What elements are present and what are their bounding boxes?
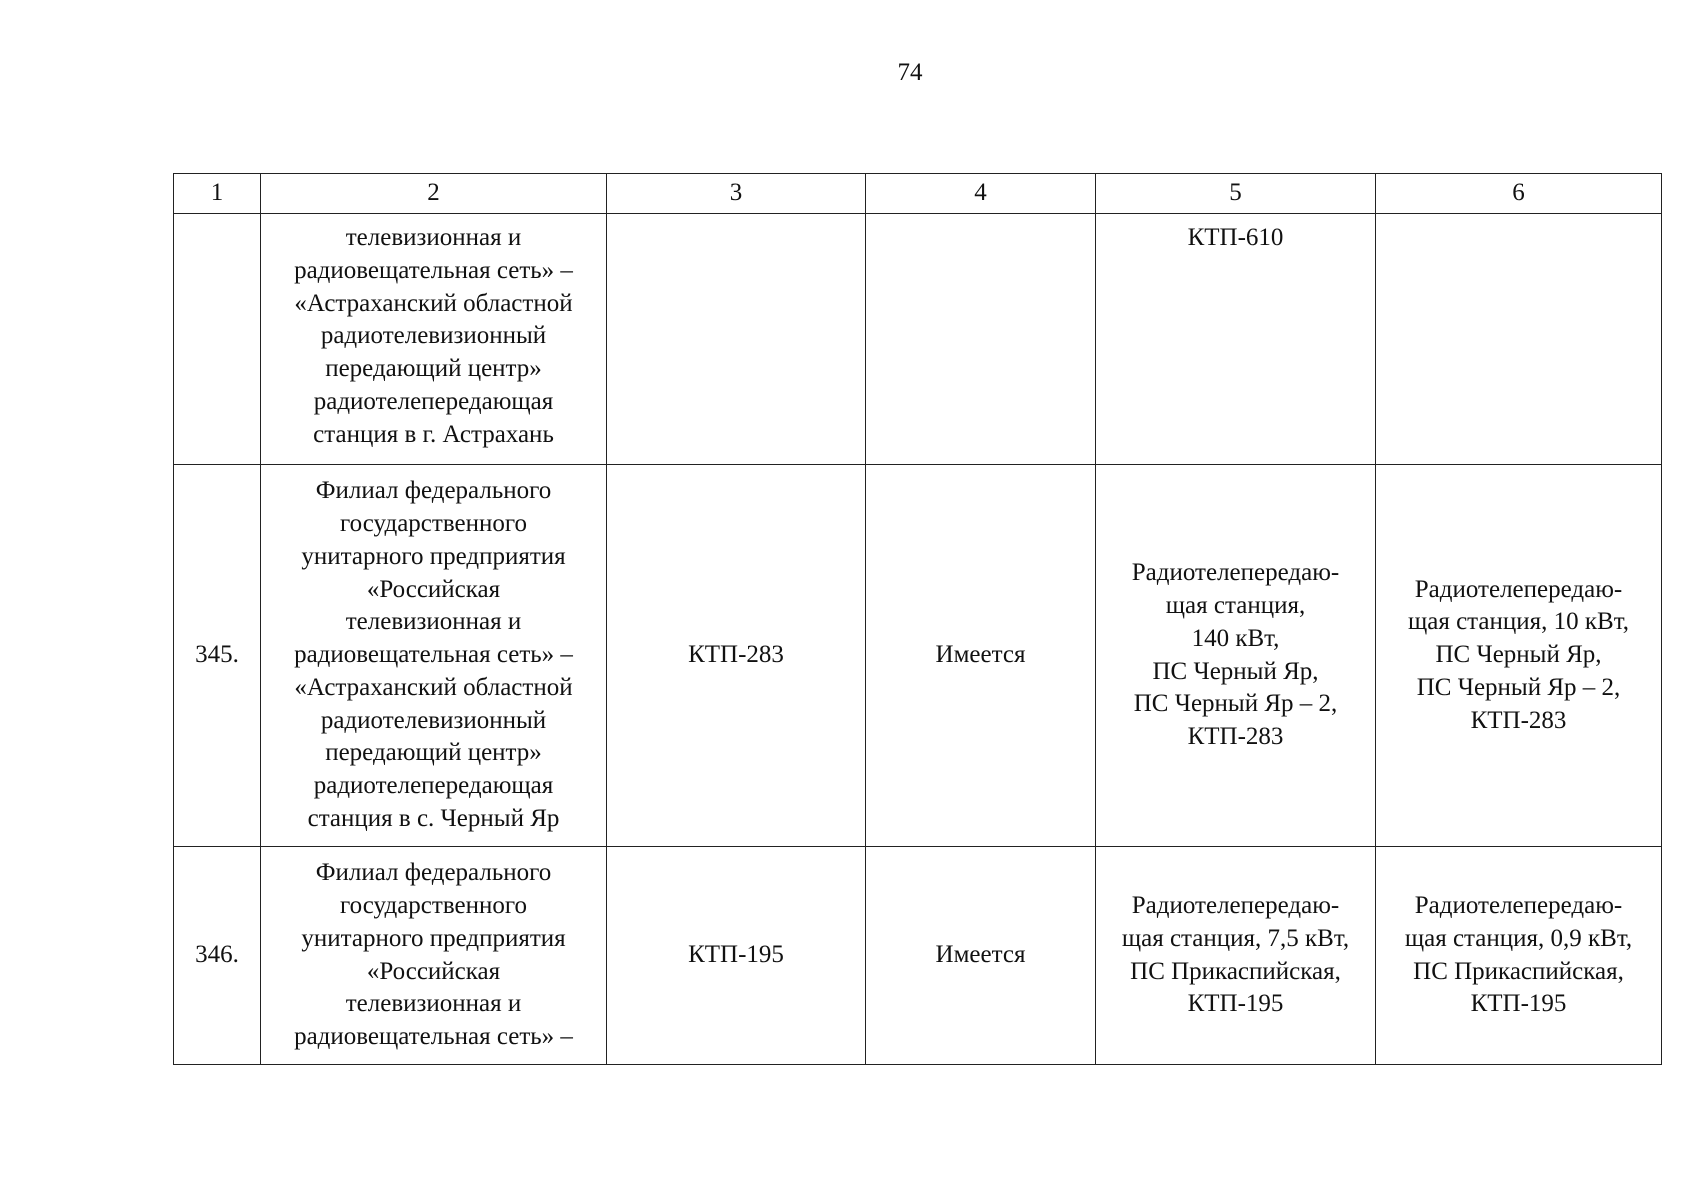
facility-name-cell: Филиал федерального государственного унитарного предприятия «Российская телевизионная и радиовещательная сеть» – «Астраханский областной радиотелевизионный передающий центр» радиотелепередающая станция в с. Черный Яр <box>261 465 607 847</box>
column-header: 5 <box>1096 174 1376 214</box>
column-6-cell: Радиотелепередаю- щая станция, 0,9 кВт, ПС Прикаспийская, КТП-195 <box>1376 847 1662 1065</box>
column-header: 4 <box>866 174 1096 214</box>
column-3-cell: КТП-283 <box>607 465 866 847</box>
column-3-cell: КТП-195 <box>607 847 866 1065</box>
column-4-cell: Имеется <box>866 465 1096 847</box>
row-number-cell: 345. <box>174 465 261 847</box>
facility-name-cell: телевизионная и радиовещательная сеть» – «Астраханский областной радиотелевизионный передающий центр» радиотелепередающая станция в г. Астрахань <box>261 214 607 465</box>
column-header: 2 <box>261 174 607 214</box>
column-header: 1 <box>174 174 261 214</box>
column-4-cell: Имеется <box>866 847 1096 1065</box>
row-number-cell: 346. <box>174 847 261 1065</box>
column-5-cell: Радиотелепередаю- щая станция, 140 кВт, ПС Черный Яр, ПС Черный Яр – 2, КТП-283 <box>1096 465 1376 847</box>
column-4-cell <box>866 214 1096 465</box>
column-3-cell <box>607 214 866 465</box>
data-table <box>173 173 1662 1065</box>
table-row <box>174 214 1662 465</box>
table-header-row <box>174 174 1662 214</box>
table-row <box>174 465 1662 847</box>
column-5-cell: КТП-610 <box>1096 214 1376 465</box>
facility-name-cell: Филиал федерального государственного унитарного предприятия «Российская телевизионная и радиовещательная сеть» – <box>261 847 607 1065</box>
page-number: 74 <box>897 59 923 86</box>
column-header: 3 <box>607 174 866 214</box>
column-6-cell <box>1376 214 1662 465</box>
column-6-cell: Радиотелепередаю- щая станция, 10 кВт, ПС Черный Яр, ПС Черный Яр – 2, КТП-283 <box>1376 465 1662 847</box>
row-number-cell <box>174 214 261 465</box>
table-row <box>174 847 1662 1065</box>
column-header: 6 <box>1376 174 1662 214</box>
column-5-cell: Радиотелепередаю- щая станция, 7,5 кВт, ПС Прикаспийская, КТП-195 <box>1096 847 1376 1065</box>
